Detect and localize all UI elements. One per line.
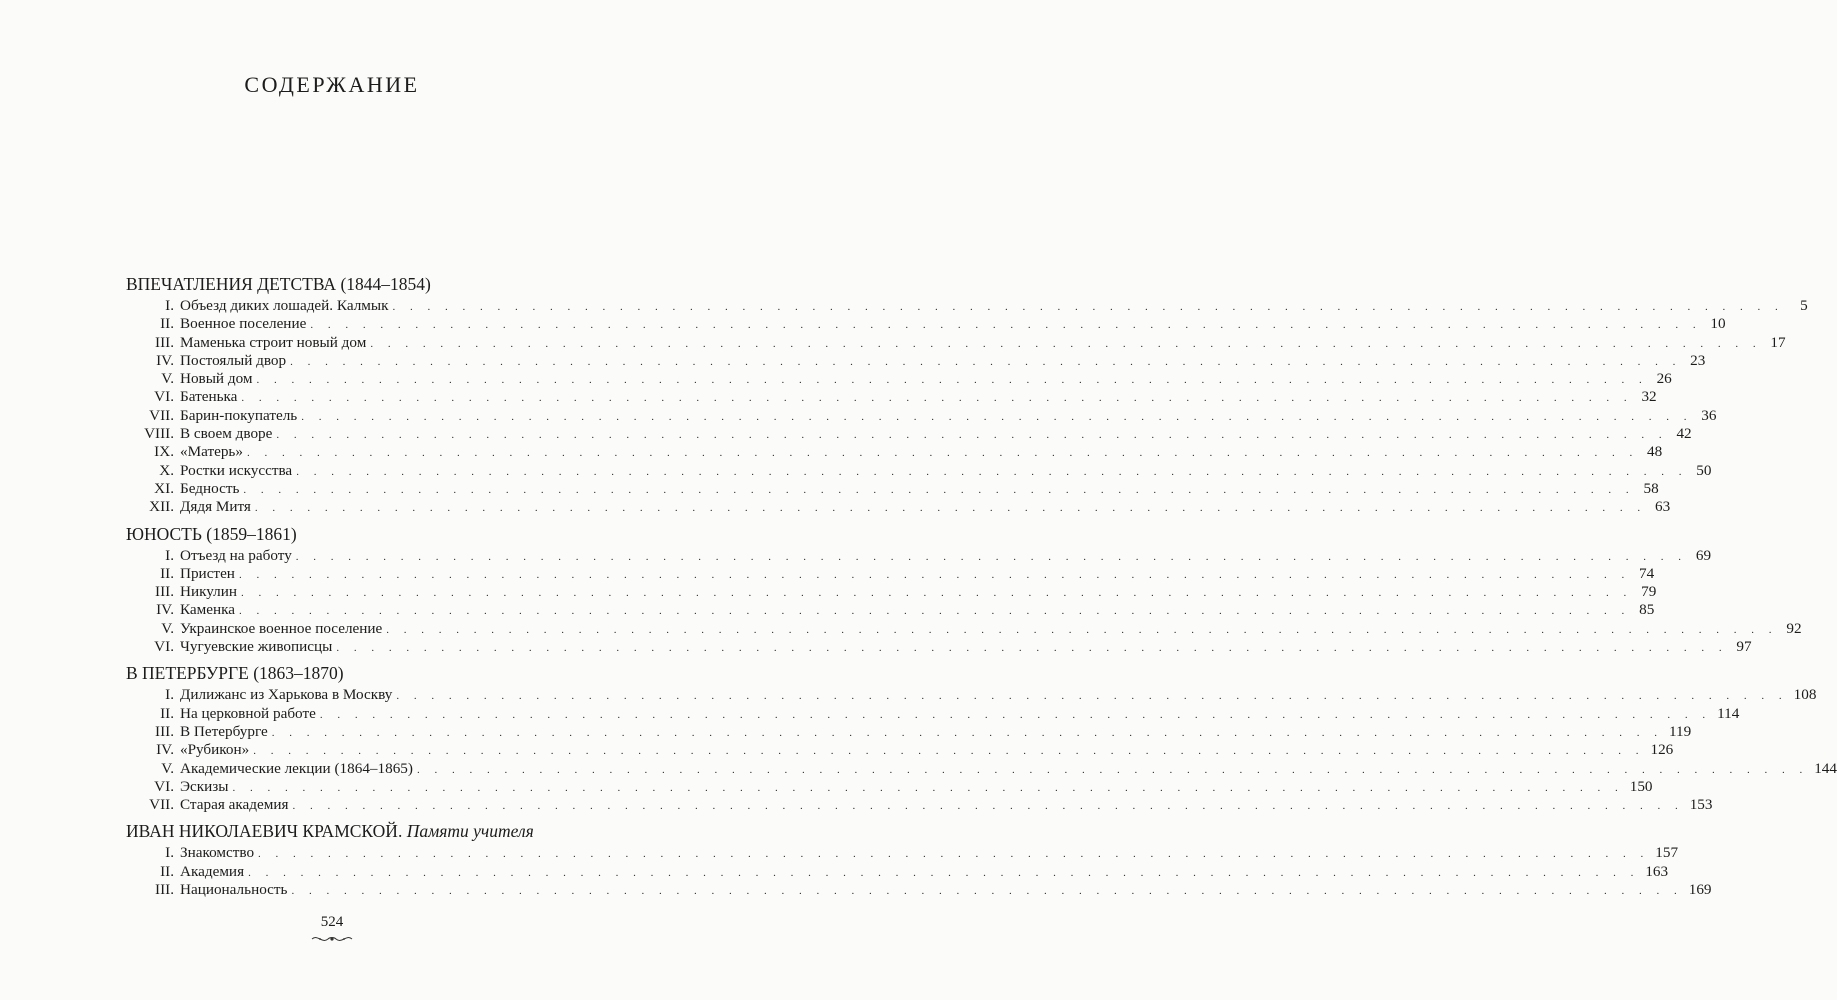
chapter-number: V. [161, 619, 174, 637]
toc-entry[interactable] [126, 315, 1726, 333]
dot-leader: . . . . . . . . . . . . . . . . . . . . . . . . . . . . . . . . . . . . . . . . . . . . . . . . . . . . . . . . . . . . . . . . . . . . . . . . . . . . . . . . [370, 337, 1762, 350]
toc-entry[interactable] [126, 443, 1663, 461]
chapter-title: Новый дом [180, 370, 257, 388]
chapter-number: IV. [156, 351, 174, 369]
chapter-number: III. [155, 583, 174, 601]
chapter-title: Национальность [180, 881, 291, 899]
chapter-number: II. [160, 315, 174, 333]
toc-entry[interactable] [126, 741, 1674, 759]
chapter-number: IV. [156, 741, 174, 759]
page-ref: 10 [1710, 315, 1726, 333]
chapter-title: Постоялый двор [180, 352, 290, 370]
chapter-title: На церковной работе [180, 705, 320, 723]
chapter-title: Дилижанс из Харькова в Москву [180, 686, 396, 704]
chapter-number: X. [159, 461, 174, 479]
toc-entry[interactable] [126, 759, 1837, 778]
chapter-number: VI. [154, 638, 174, 656]
toc-entry[interactable] [126, 333, 1786, 352]
dot-leader: . . . . . . . . . . . . . . . . . . . . . . . . . . . . . . . . . . . . . . . . . . . . . . . . . . . . . . . . . . . . . . . . . . . . . . . . . . . . . . . . [248, 866, 1640, 879]
dot-leader: . . . . . . . . . . . . . . . . . . . . . . . . . . . . . . . . . . . . . . . . . . . . . . . . . . . . . . . . . . . . . . . . . . . . . . . . . . . . . . . . [271, 726, 1663, 739]
toc-entry[interactable] [126, 351, 1706, 370]
section-title: В ПЕТЕРБУРГЕ [126, 663, 249, 684]
page-ref: 58 [1643, 479, 1659, 497]
dot-leader: . . . . . . . . . . . . . . . . . . . . . . . . . . . . . . . . . . . . . . . . . . . . . . . . . . . . . . . . . . . . . . . . . . . . . . . . . . . . . . . . [310, 319, 1702, 332]
dot-leader: . . . . . . . . . . . . . . . . . . . . . . . . . . . . . . . . . . . . . . . . . . . . . . . . . . . . . . . . . . . . . . . . . . . . . . . . . . . . . . . . [292, 800, 1684, 813]
chapter-number: XII. [149, 498, 174, 516]
toc-entry[interactable] [126, 704, 1740, 723]
chapter-title: Дядя Митя [180, 498, 255, 516]
page-ref: 23 [1690, 351, 1706, 369]
section-title: ЮНОСТЬ [126, 523, 202, 544]
page-ref: 26 [1656, 370, 1672, 388]
dot-leader: . . . . . . . . . . . . . . . . . . . . . . . . . . . . . . . . . . . . . . . . . . . . . . . . . . . . . . . . . . . . . . . . . . . . . . . . . . . . . . . . [276, 429, 1668, 442]
chapter-number: I. [165, 844, 174, 862]
toc-entry[interactable] [126, 619, 1802, 638]
chapter-title: Батенька [180, 388, 241, 406]
dot-leader: . . . . . . . . . . . . . . . . . . . . . . . . . . . . . . . . . . . . . . . . . . . . . . . . . . . . . . . . . . . . . . . . . . . . . . . . . . . . . . . . [301, 410, 1693, 423]
chapter-title: Каменка [180, 601, 239, 619]
toc-entry[interactable] [126, 546, 1712, 565]
toc-entry[interactable] [126, 370, 1672, 388]
dot-leader: . . . . . . . . . . . . . . . . . . . . . . . . . . . . . . . . . . . . . . . . . . . . . . . . . . . . . . . . . . . . . . . . . . . . . . . . . . . . . . . . [254, 502, 1647, 515]
chapter-title: Старая академия [180, 796, 292, 814]
dot-leader: . . . . . . . . . . . . . . . . . . . . . . . . . . . . . . . . . . . . . . . . . . . . . . . . . . . . . . . . . . . . . . . . . . . . . . . . . . . . . . . . [296, 465, 1688, 478]
page-ref: 85 [1639, 601, 1655, 619]
dot-leader: . . . . . . . . . . . . . . . . . . . . . . . . . . . . . . . . . . . . . . . . . . . . . . . . . . . . . . . . . . . . . . . . . . . . . . . . . . . . . . . . [256, 374, 1648, 387]
dot-leader: . . . . . . . . . . . . . . . . . . . . . . . . . . . . . . . . . . . . . . . . . . . . . . . . . . . . . . . . . . . . . . . . . . . . . . . . . . . . . . . . [290, 355, 1682, 368]
toc-entry[interactable] [126, 686, 1817, 704]
chapter-number: V. [161, 759, 174, 777]
chapter-title: Ростки искусства [180, 462, 296, 480]
toc-section [126, 272, 1808, 517]
chapter-number: II. [160, 862, 174, 880]
toc-section [126, 522, 1802, 657]
section-years: (1859–1861) [201, 523, 297, 544]
toc-entry[interactable] [126, 583, 1657, 601]
page-ref: 153 [1689, 796, 1713, 814]
page-ref: 119 [1668, 722, 1692, 740]
dot-leader: . . . . . . . . . . . . . . . . . . . . . . . . . . . . . . . . . . . . . . . . . . . . . . . . . . . . . . . . . . . . . . . . . . . . . . . . . . . . . . . . [232, 781, 1624, 794]
dot-leader: . . . . . . . . . . . . . . . . . . . . . . . . . . . . . . . . . . . . . . . . . . . . . . . . . . . . . . . . . . . . . . . . . . . . . . . . . . . . . . . . [238, 568, 1631, 581]
chapter-title: Маменька строит новый дом [180, 334, 370, 352]
dot-leader: . . . . . . . . . . . . . . . . . . . . . . . . . . . . . . . . . . . . . . . . . . . . . . . . . . . . . . . . . . . . . . . . . . . . . . . . . . . . . . . . [241, 392, 1633, 405]
chapter-title: Академия [180, 863, 248, 881]
toc-entry[interactable] [126, 297, 1808, 315]
chapter-title: Академические лекции (1864–1865) [180, 760, 417, 778]
page-ref: 32 [1641, 388, 1657, 406]
toc-section [126, 661, 1837, 814]
chapter-number: VII. [149, 406, 174, 424]
page-ref: 69 [1695, 546, 1712, 564]
chapter-title: Военное поселение [180, 315, 310, 333]
chapter-title: «Матерь» [180, 443, 247, 461]
dot-leader: . . . . . . . . . . . . . . . . . . . . . . . . . . . . . . . . . . . . . . . . . . . . . . . . . . . . . . . . . . . . . . . . . . . . . . . . . . . . . . . . [241, 587, 1633, 600]
dot-leader: . . . . . . . . . . . . . . . . . . . . . . . . . . . . . . . . . . . . . . . . . . . . . . . . . . . . . . . . . . . . . . . . . . . . . . . . . . . . . . . . [319, 708, 1712, 721]
section-heading [126, 272, 596, 297]
chapter-title: Пристен [180, 565, 239, 583]
toc-entry[interactable] [126, 564, 1655, 583]
page-ref: 144 [1814, 759, 1837, 777]
chapter-number: I. [165, 686, 174, 704]
chapter-title: Эскизы [180, 778, 232, 796]
toc-entry[interactable] [126, 388, 1657, 406]
dot-leader: . . . . . . . . . . . . . . . . . . . . . . . . . . . . . . . . . . . . . . . . . . . . . . . . . . . . . . . . . . . . . . . . . . . . . . . . . . . . . . . . [295, 550, 1688, 563]
section-heading [126, 522, 596, 547]
toc-entry[interactable] [126, 722, 1692, 741]
toc-entry[interactable] [126, 638, 1752, 656]
chapter-number: II. [160, 564, 174, 582]
chapter-title: «Рубикон» [180, 741, 253, 759]
page-ref: 5 [1800, 297, 1808, 314]
toc-entry[interactable] [126, 601, 1655, 619]
toc-entry[interactable] [126, 406, 1717, 425]
section-years: (1863–1870) [248, 663, 344, 684]
toc-entry[interactable] [126, 425, 1692, 443]
page-ref: 36 [1701, 406, 1717, 424]
page-title: СОДЕРЖАНИЕ [244, 72, 420, 97]
page-ref: 79 [1641, 583, 1657, 601]
section-years: (1844–1854) [336, 274, 431, 294]
chapter-number: V. [161, 370, 174, 388]
page-ref: 17 [1770, 333, 1786, 351]
page-ref: 97 [1736, 638, 1752, 656]
page-ref: 157 [1655, 844, 1679, 862]
dot-leader: . . . . . . . . . . . . . . . . . . . . . . . . . . . . . . . . . . . . . . . . . . . . . . . . . . . . . . . . . . . . . . . . . . . . . . . . . . . . . . . . [416, 763, 1809, 776]
chapter-title: Барин-покупатель [180, 407, 301, 425]
toc-entry[interactable] [126, 461, 1712, 480]
section-title: ИВАН НИКОЛАЕВИЧ КРАМСКОЙ. [126, 821, 403, 842]
chapter-title: Чугуевские живописцы [180, 638, 336, 656]
toc-entry[interactable] [126, 862, 1669, 881]
chapter-title: Знакомство [180, 844, 258, 862]
chapter-number: III. [155, 722, 174, 740]
dot-leader: . . . . . . . . . . . . . . . . . . . . . . . . . . . . . . . . . . . . . . . . . . . . . . . . . . . . . . . . . . . . . . . . . . . . . . . . . . . . . . . . [291, 885, 1683, 898]
chapter-number: II. [160, 704, 174, 722]
chapter-number: XI. [154, 479, 174, 497]
chapter-title: Украинское военное поселение [180, 620, 386, 638]
chapter-number: VI. [154, 777, 174, 795]
toc-entry[interactable] [126, 498, 1671, 516]
page-ref: 114 [1717, 704, 1740, 722]
page-ref: 42 [1676, 425, 1692, 443]
page-ref: 108 [1793, 686, 1817, 704]
toc-entry[interactable] [126, 479, 1659, 498]
dot-leader: . . . . . . . . . . . . . . . . . . . . . . . . . . . . . . . . . . . . . . . . . . . . . . . . . . . . . . . . . . . . . . . . . . . . . . . . . . . . . . . . [258, 848, 1650, 861]
dot-leader: . . . . . . . . . . . . . . . . . . . . . . . . . . . . . . . . . . . . . . . . . . . . . . . . . . . . . . . . . . . . . . . . . . . . . . . . . . . . . . . . [396, 690, 1788, 703]
page-ref: 126 [1650, 741, 1674, 759]
table-of-contents [126, 272, 1837, 904]
chapter-number: IV. [156, 601, 174, 619]
section-subtitle: Памяти учителя [402, 821, 534, 842]
chapter-title: Объезд диких лошадей. Калмык [180, 297, 392, 315]
chapter-number: III. [155, 333, 174, 351]
chapter-number: I. [165, 297, 174, 314]
section-title: ВПЕЧАТЛЕНИЯ ДЕТСТВА [126, 274, 337, 294]
page-ref: 163 [1645, 862, 1669, 880]
section-heading [126, 819, 596, 844]
toc-entry[interactable] [126, 881, 1712, 899]
chapter-number: III. [155, 881, 174, 899]
page-ref: 150 [1629, 777, 1653, 795]
chapter-number: IX. [154, 443, 174, 461]
page-ref: 63 [1654, 498, 1671, 516]
chapter-number: I. [165, 546, 174, 564]
dot-leader: . . . . . . . . . . . . . . . . . . . . . . . . . . . . . . . . . . . . . . . . . . . . . . . . . . . . . . . . . . . . . . . . . . . . . . . . . . . . . . . . [386, 623, 1778, 636]
page-ref: 169 [1688, 881, 1712, 899]
floral-ornament-icon [310, 933, 354, 945]
chapter-title: В Петербурге [180, 723, 272, 741]
page-ref: 50 [1696, 461, 1712, 479]
toc-entry[interactable] [126, 796, 1713, 814]
chapter-number: VIII. [144, 425, 174, 443]
page-number: 524 [320, 914, 344, 930]
section-heading [126, 661, 596, 686]
dot-leader: . . . . . . . . . . . . . . . . . . . . . . . . . . . . . . . . . . . . . . . . . . . . . . . . . . . . . . . . . . . . . . . . . . . . . . . . . . . . . . . . [246, 447, 1639, 460]
toc-entry[interactable] [126, 777, 1653, 796]
page-ref: 92 [1786, 619, 1802, 637]
dot-leader: . . . . . . . . . . . . . . . . . . . . . . . . . . . . . . . . . . . . . . . . . . . . . . . . . . . . . . . . . . . . . . . . . . . . . . . . . . . . . . . . [243, 483, 1635, 496]
page-ref: 74 [1639, 564, 1655, 582]
chapter-number: VII. [149, 796, 174, 814]
chapter-title: Отъезд на работу [180, 547, 296, 565]
toc-entry[interactable] [126, 844, 1679, 862]
toc-section [126, 819, 1712, 899]
page-ref: 48 [1647, 443, 1663, 461]
chapter-title: В своем дворе [180, 425, 276, 443]
chapter-title: Бедность [180, 480, 243, 498]
dot-leader: . . . . . . . . . . . . . . . . . . . . . . . . . . . . . . . . . . . . . . . . . . . . . . . . . . . . . . . . . . . . . . . . . . . . . . . . . . . . . . . . [239, 605, 1631, 618]
chapter-number: VI. [154, 388, 174, 406]
dot-leader: . . . . . . . . . . . . . . . . . . . . . . . . . . . . . . . . . . . . . . . . . . . . . . . . . . . . . . . . . . . . . . . . . . . . . . . . . . . . . . . . [336, 642, 1728, 655]
dot-leader: . . . . . . . . . . . . . . . . . . . . . . . . . . . . . . . . . . . . . . . . . . . . . . . . . . . . . . . . . . . . . . . . . . . . . . . . . . . . . . . . [392, 301, 1784, 313]
dot-leader: . . . . . . . . . . . . . . . . . . . . . . . . . . . . . . . . . . . . . . . . . . . . . . . . . . . . . . . . . . . . . . . . . . . . . . . . . . . . . . . . [253, 745, 1645, 758]
chapter-title: Никулин [180, 583, 241, 601]
